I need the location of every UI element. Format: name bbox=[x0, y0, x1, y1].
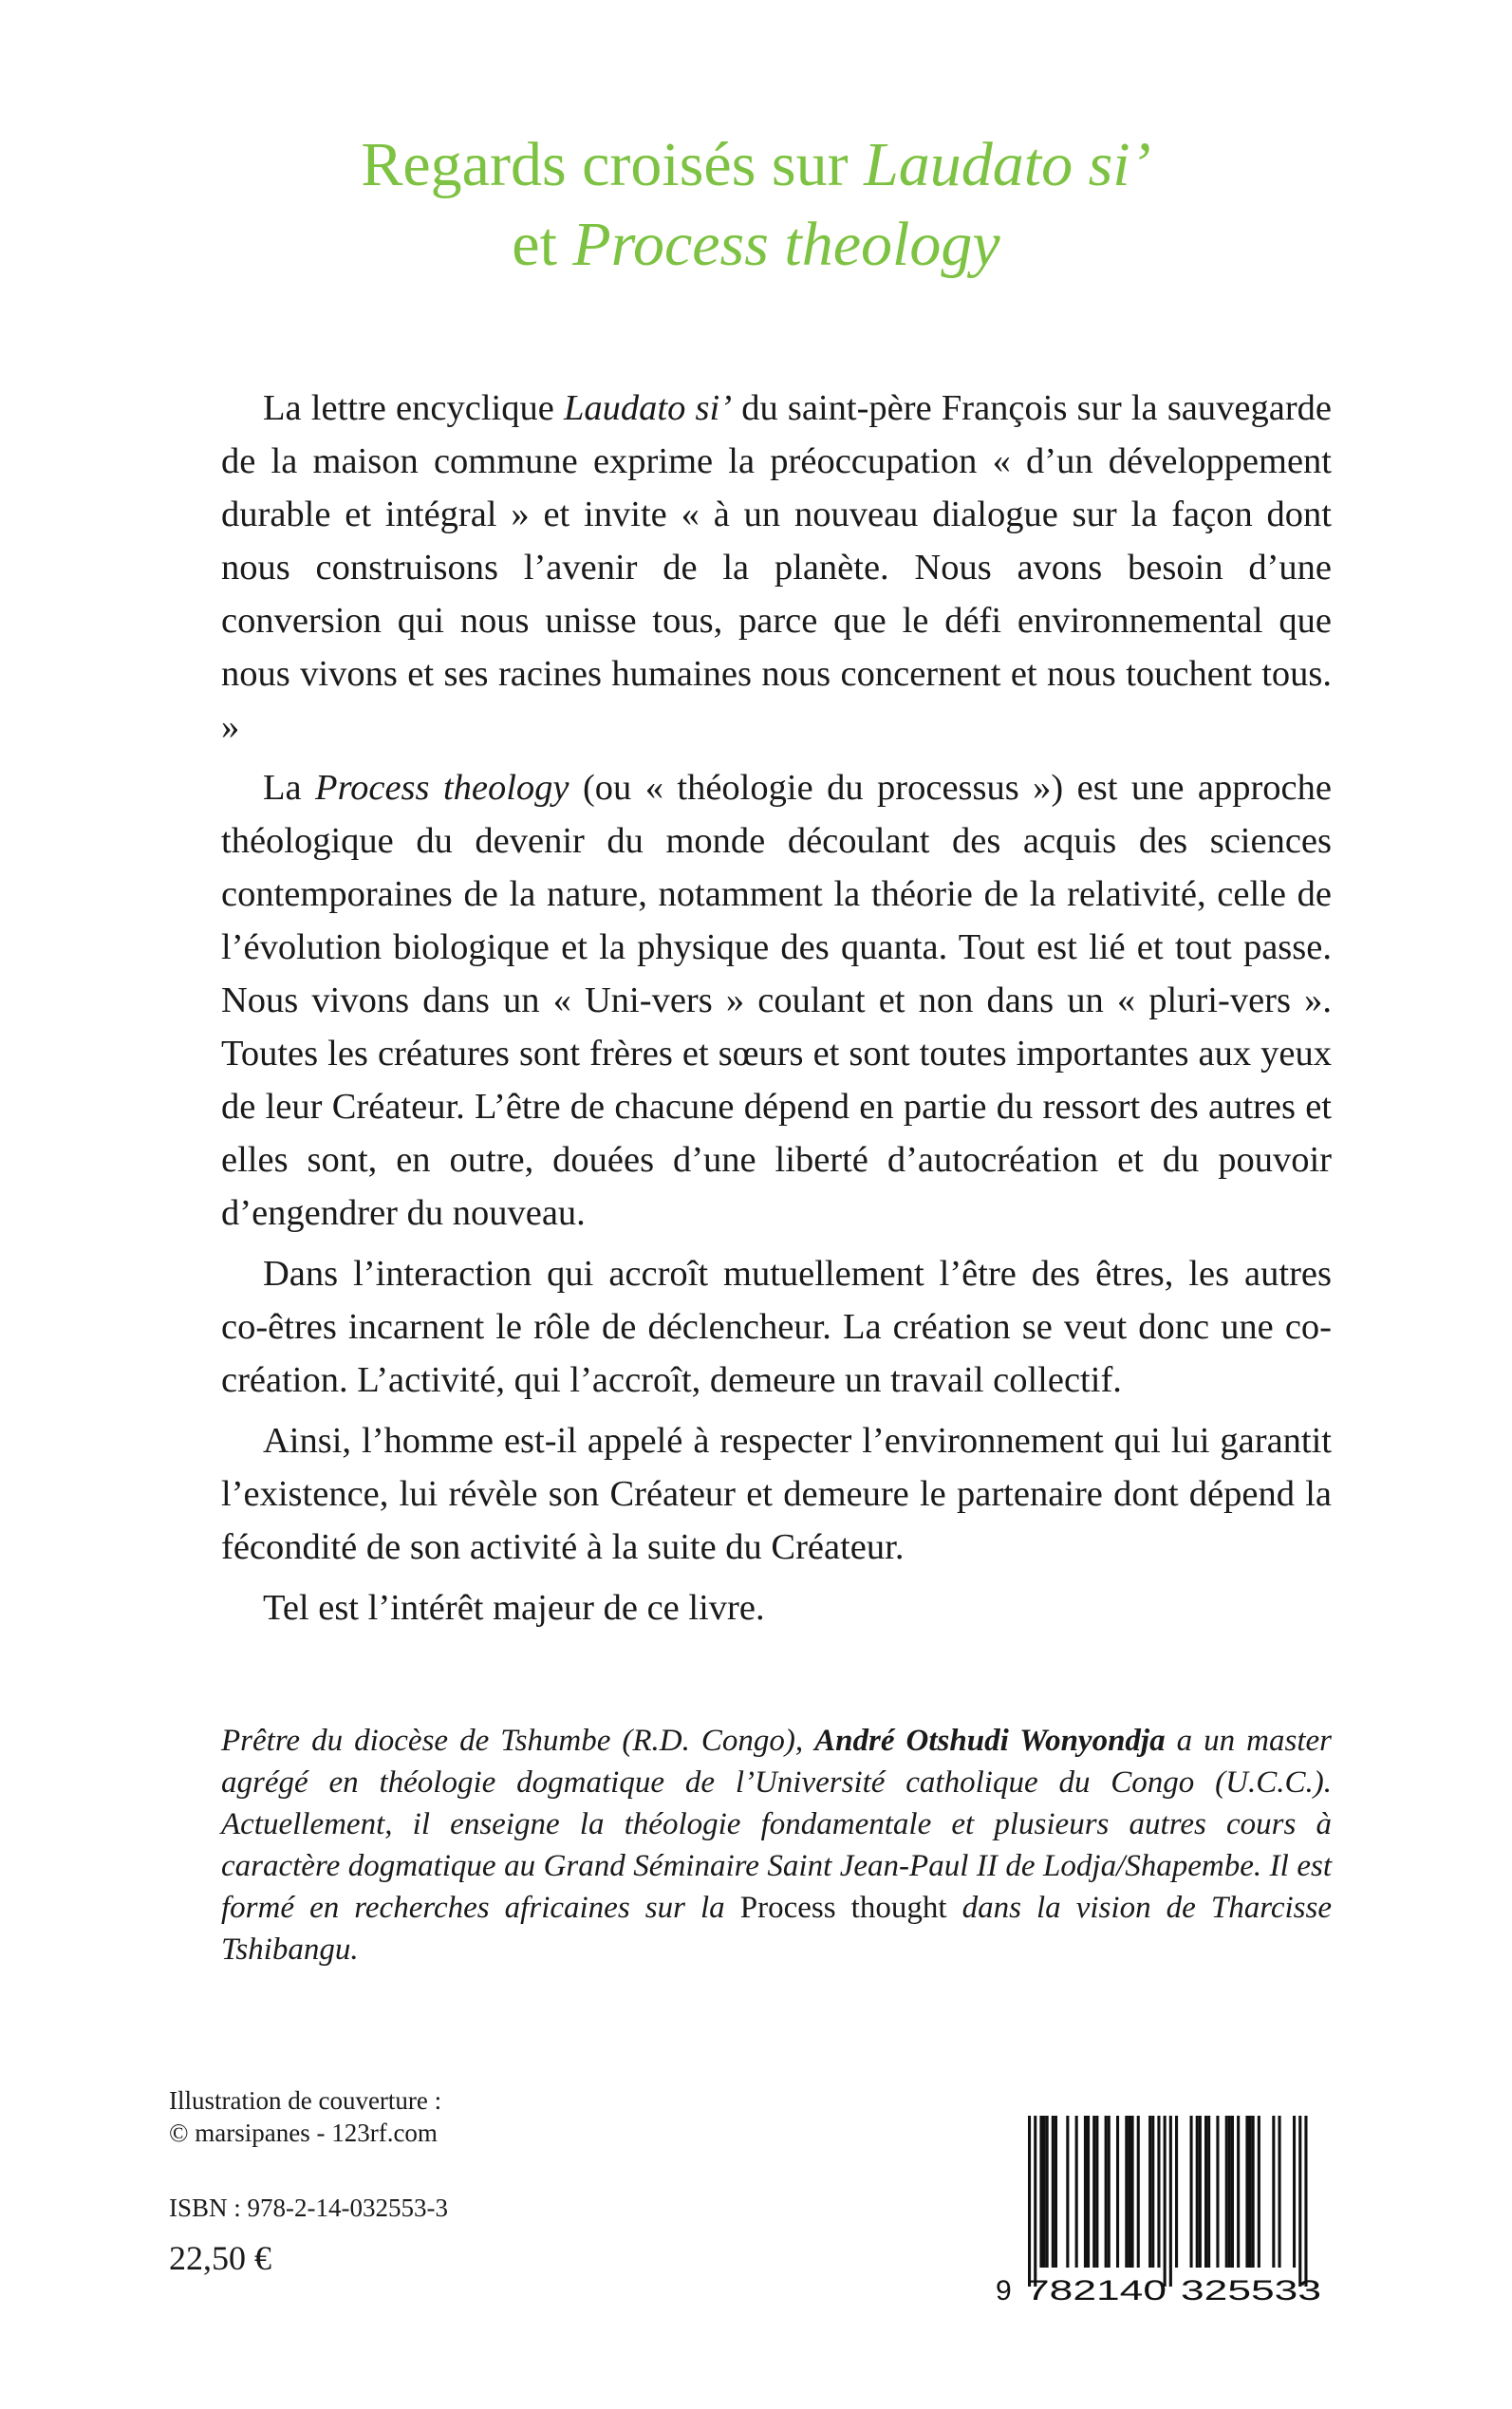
barcode-graphic bbox=[990, 2114, 1343, 2305]
title-line-1: Regards croisés sur Laudato si’ bbox=[361, 130, 1151, 199]
price: 22,50 € bbox=[169, 2239, 271, 2277]
barcode-bar bbox=[1105, 2116, 1108, 2268]
barcode-bar bbox=[1204, 2116, 1207, 2268]
barcode-bar bbox=[1108, 2116, 1111, 2268]
barcode-bar bbox=[1066, 2116, 1069, 2268]
barcode bbox=[990, 2114, 1343, 2305]
barcode-bar bbox=[1148, 2116, 1151, 2268]
barcode-bar bbox=[1298, 2116, 1301, 2287]
barcode-bar bbox=[1084, 2116, 1087, 2268]
barcode-bar bbox=[1116, 2116, 1119, 2268]
blurb-paragraph-1: La lettre encyclique Laudato si’ du saint-père François sur la sauvegarde de la maison commune exprime la préoccupation « d’un développement durable et intégral » et invite « à un nouveau dialogue sur la façon dont nous construisons l’avenir de la planète. Nous avons besoin d’une conversion qui nous unisse tous, parce que le défi environnemental que nous vivons et ses racines humaines nous concernent et nous touchent tous. » bbox=[221, 388, 1332, 747]
barcode-bar bbox=[1228, 2116, 1231, 2268]
barcode-bar bbox=[1293, 2116, 1296, 2268]
barcode-bar bbox=[1034, 2116, 1036, 2287]
blurb-paragraph-5: Tel est l’intérêt majeur de ce livre. bbox=[263, 1588, 765, 1628]
book-title bbox=[0, 125, 1512, 285]
barcode-bar bbox=[1231, 2116, 1234, 2268]
barcode-bar bbox=[1055, 2116, 1057, 2268]
barcode-bar bbox=[1128, 2116, 1130, 2268]
barcode-bar bbox=[1131, 2116, 1134, 2268]
barcode-bar bbox=[1216, 2116, 1219, 2268]
barcode-bar bbox=[1052, 2116, 1055, 2268]
isbn: ISBN : 978-2-14-032553-3 bbox=[169, 2194, 448, 2222]
barcode-bar bbox=[1304, 2116, 1307, 2287]
barcode-bar bbox=[1043, 2116, 1046, 2268]
barcode-bar bbox=[1258, 2116, 1260, 2268]
barcode-bar bbox=[1175, 2116, 1178, 2268]
barcode-bars bbox=[1028, 2116, 1308, 2287]
blurb bbox=[221, 382, 1332, 1642]
barcode-bar bbox=[1249, 2116, 1252, 2268]
barcode-bar bbox=[1196, 2116, 1199, 2268]
barcode-bar bbox=[1190, 2116, 1193, 2268]
barcode-bar bbox=[1252, 2116, 1255, 2268]
barcode-bar bbox=[1125, 2116, 1128, 2268]
cover-credit bbox=[169, 2084, 441, 2149]
barcode-bar bbox=[1075, 2116, 1078, 2268]
title-process-theology: Process theology bbox=[572, 210, 1000, 279]
barcode-bar bbox=[1237, 2116, 1240, 2268]
barcode-bar bbox=[1272, 2116, 1275, 2268]
blurb-paragraph-3: Dans l’interaction qui accroît mutuellement l’être des êtres, les autres co-êtres incarnent le rôle de déclencheur. La création se veut donc une co-création. L’activité, qui l’accroît, demeure un travail collectif. bbox=[221, 1254, 1332, 1400]
barcode-bar bbox=[1137, 2116, 1140, 2268]
barcode-bar bbox=[1225, 2116, 1228, 2268]
barcode-first-digit: 9 bbox=[996, 2275, 1012, 2305]
barcode-bar bbox=[1164, 2116, 1167, 2287]
barcode-bar bbox=[1028, 2116, 1031, 2287]
barcode-bar bbox=[1039, 2116, 1042, 2268]
barcode-bar bbox=[1046, 2116, 1049, 2268]
barcode-bar bbox=[1169, 2116, 1172, 2287]
blurb-paragraph-2: La Process theology (ou « théologie du processus ») est une approche théologique du devenir du monde découlant des acquis des sciences contemporaines de la nature, notamment la théorie de la relativité, celle de l’évolution biologique et la physique des quanta. Tout est lié et tout passe. Nous vivons dans un « Uni-vers » coulant et non dans un « pluri-vers ». Toutes les créatures sont frères et sœurs et sont toutes importantes aux yeux de leur Créateur. L’être de chacune dépend en partie du ressort des autres et elles sont, en outre, douées d’une liberté d’autocréation et du pouvoir d’engendrer du nouveau. bbox=[221, 768, 1332, 1233]
barcode-right-group: 325533 bbox=[1181, 2275, 1321, 2305]
barcode-bar bbox=[1157, 2116, 1160, 2268]
barcode-left-group: 782140 bbox=[1026, 2275, 1167, 2305]
barcode-bar bbox=[1092, 2116, 1095, 2268]
barcode-bar bbox=[1207, 2116, 1210, 2268]
barcode-bar bbox=[1245, 2116, 1248, 2268]
barcode-bar bbox=[1199, 2116, 1202, 2268]
author-bio: Prêtre du diocèse de Tshumbe (R.D. Congo), André Otshudi Wonyondja a un master agrégé en théologie dogmatique de l’Université catholique du Congo (U.C.C.). Actuellement, il enseigne la théologie fondamentale et plusieurs autres cours à caractère dogmatique au Grand Séminaire Saint Jean-Paul II de Lodja/Shapembe. Il est formé en recherches africaines sur la Process thought dans la vision de Tharcisse Tshibangu. bbox=[221, 1724, 1332, 1967]
author-name: André Otshudi Wonyondja bbox=[814, 1724, 1166, 1758]
barcode-bar bbox=[1279, 2116, 1281, 2268]
cover-credit-label: Illustration de couverture : bbox=[169, 2086, 442, 2115]
blurb-paragraph-4: Ainsi, l’homme est-il appelé à respecter l’environnement qui lui garantit l’existence, lui révèle son Créateur et demeure le partenaire dont dépend la fécondité de son activité à la suite du Créateur. bbox=[221, 1421, 1332, 1567]
cover-credit-source: © marsipanes - 123rf.com bbox=[169, 2119, 438, 2147]
barcode-bar bbox=[1095, 2116, 1098, 2268]
barcode-bar bbox=[1087, 2116, 1090, 2268]
title-line-2: et Process theology bbox=[512, 210, 1000, 279]
title-laudato-si: Laudato si’ bbox=[864, 130, 1151, 199]
barcode-bar bbox=[1151, 2116, 1154, 2268]
